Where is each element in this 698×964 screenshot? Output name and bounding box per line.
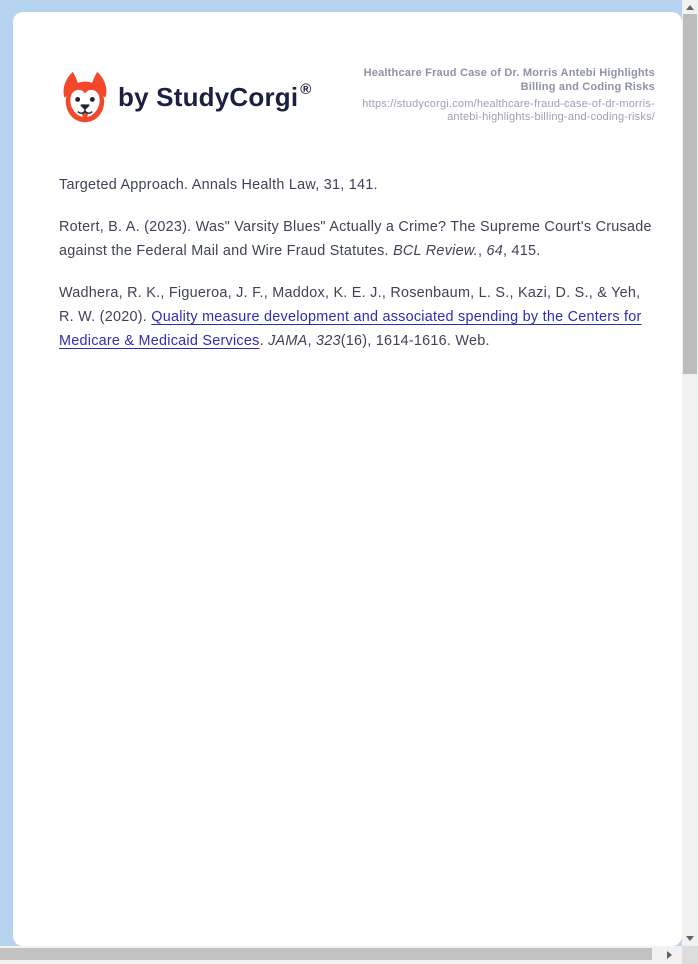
scroll-right-button[interactable]: [660, 946, 678, 964]
registered-trademark-icon: ®: [300, 81, 312, 98]
reference-text: , 415.: [502, 243, 541, 259]
page-url: https://studycorgi.com/healthcare-fraud-case-of-dr-morris- antebi-highlights-billing-and-coding-risks/: [362, 98, 655, 123]
reference-text: ,: [477, 243, 487, 259]
reference-text: Wadhera, R. K., Figueroa, J. F., Maddox, K. E. J., Rosenbaum, L. S., Kazi, D. S., & Yeh, R. W. (2020).: [59, 285, 641, 325]
logo-text: by StudyCorgi ®: [118, 81, 312, 112]
arrow-right-icon: [667, 951, 672, 959]
reference-entry: [59, 215, 655, 263]
reference-entry: [59, 281, 655, 353]
scroll-up-button[interactable]: [682, 0, 698, 14]
vertical-scrollbar[interactable]: [682, 0, 698, 946]
studycorgi-logo: [59, 70, 312, 124]
scroll-down-button[interactable]: [682, 930, 698, 946]
reference-text: ,: [307, 333, 316, 349]
reference-text: Rotert, B. A. (2023). Was" Varsity Blues" Actually a Crime? The Supreme Court's Crusade against the Federal Mail and Wire Fraud Statutes.: [59, 219, 652, 259]
corgi-icon: [59, 70, 111, 124]
document-header: [13, 12, 682, 124]
reference-text: BCL Review.: [393, 243, 478, 259]
reference-text: (16), 1614-1616. Web.: [340, 333, 490, 349]
document-page: [13, 12, 682, 946]
reference-text: .: [259, 333, 269, 349]
arrow-up-icon: [686, 5, 694, 10]
citation-link[interactable]: Quality measure development and associated spending by the Centers for Medicare & Medicaid Services: [59, 309, 642, 349]
references-list: [13, 173, 682, 353]
horizontal-scrollbar-thumb[interactable]: [0, 948, 652, 960]
reference-text: JAMA: [268, 333, 308, 349]
reference-text: Targeted Approach. Annals Health Law, 31, 141.: [59, 177, 378, 193]
arrow-down-icon: [686, 936, 694, 941]
reference-entry: [59, 173, 655, 197]
reference-text: 64: [486, 243, 503, 259]
reference-text: 323: [315, 333, 341, 349]
vertical-scrollbar-thumb[interactable]: [683, 14, 697, 374]
page-title: Healthcare Fraud Case of Dr. Morris Antebi Highlights Billing and Coding Risks: [363, 67, 655, 93]
document-meta: [312, 66, 655, 124]
scrollbar-corner: [682, 946, 698, 964]
horizontal-scrollbar[interactable]: [0, 946, 682, 964]
